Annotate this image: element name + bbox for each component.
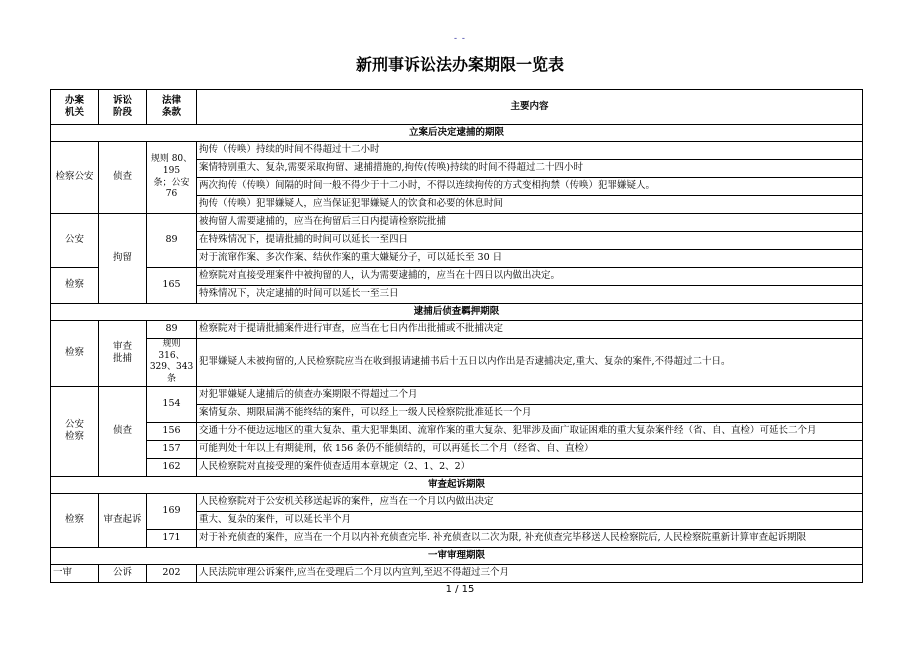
agency-cell: 公安 — [51, 214, 99, 268]
content-cell: 人民检察院对直接受理的案件侦查适用本章规定（2、1、2、2） — [197, 458, 863, 476]
content-cell: 拘传（传唤）持续的时间不得超过十二小时 — [197, 142, 863, 160]
header-mark: - - — [454, 34, 466, 44]
table-row — [51, 214, 863, 232]
table-row — [51, 386, 863, 404]
content-cell: 被拘留人需要逮捕的，应当在拘留后三日内提请检察院批捕 — [197, 214, 863, 232]
table-row — [51, 268, 863, 286]
agency-cell: 公安 检察 — [51, 386, 99, 476]
table-header-row — [51, 90, 863, 125]
law-cell: 89 — [147, 214, 197, 268]
table-row — [51, 321, 863, 339]
table-row — [51, 458, 863, 476]
stage-cell: 公诉 — [99, 564, 147, 582]
document-title: 新刑事诉讼法办案期限一览表 — [355, 55, 564, 74]
content-cell: 犯罪嫌疑人未被拘留的,人民检察院应当在收到报请逮捕书后十五日以内作出是否逮捕决定,重大、复杂的案件,不得超过二十日。 — [197, 339, 863, 387]
law-cell: 165 — [147, 268, 197, 304]
content-cell: 可能判处十年以上有期徒刑，依 156 条仍不能侦结的，可以再延长二个月（经省、自、直检） — [197, 440, 863, 458]
stage-cell: 拘留 — [99, 214, 147, 304]
content-cell: 案情复杂、期限届满不能终结的案件，可以经上一级人民检察院批准延长一个月 — [197, 404, 863, 422]
table-row — [51, 339, 863, 387]
law-cell: 169 — [147, 493, 197, 529]
section-row — [51, 476, 863, 493]
content-cell: 特殊情况下，决定逮捕的时间可以延长一至三日 — [197, 286, 863, 304]
table-row — [51, 440, 863, 458]
section-row — [51, 547, 863, 564]
law-cell: 157 — [147, 440, 197, 458]
content-cell: 人民检察院对于公安机关移送起诉的案件，应当在一个月以内做出决定 — [197, 493, 863, 511]
section-title: 逮捕后侦查羁押期限 — [51, 304, 863, 321]
table-row — [51, 422, 863, 440]
section-title: 审查起诉期限 — [51, 476, 863, 493]
law-cell: 154 — [147, 386, 197, 422]
table-row — [51, 564, 863, 582]
law-cell: 规则 80、195 条；公安 76 — [147, 142, 197, 214]
section-title: 一审审理期限 — [51, 547, 863, 564]
col-header-content: 主要内容 — [197, 90, 863, 125]
content-cell: 对于补充侦查的案件，应当在一个月以内补充侦查完毕. 补充侦查以二次为限, 补充侦查完毕移送人民检察院后, 人民检察院重新计算审查起诉期限 — [197, 529, 863, 547]
table-row — [51, 529, 863, 547]
law-cell: 162 — [147, 458, 197, 476]
law-cell: 202 — [147, 564, 197, 582]
section-title: 立案后决定逮捕的期限 — [51, 125, 863, 142]
content-cell: 人民法院审理公诉案件,应当在受理后二个月以内宣判,至迟不得超过三个月 — [197, 564, 863, 582]
content-cell: 两次拘传（传唤）间隔的时间一般不得少于十二小时，不得以连续拘传的方式变相拘禁（传唤）犯罪嫌疑人。 — [197, 178, 863, 196]
agency-cell: 检察 — [51, 268, 99, 304]
section-row — [51, 125, 863, 142]
law-cell: 156 — [147, 422, 197, 440]
stage-cell: 审查 批捕 — [99, 321, 147, 387]
table-row — [51, 493, 863, 511]
law-cell: 规则 316、 329、343 条 — [147, 339, 197, 387]
agency-cell: 检察 — [51, 321, 99, 387]
stage-cell: 审查起诉 — [99, 493, 147, 547]
content-cell: 在特殊情况下，提请批捕的时间可以延长一至四日 — [197, 232, 863, 250]
content-cell: 对于流窜作案、多次作案、结伙作案的重大嫌疑分子，可以延长至 30 日 — [197, 250, 863, 268]
page-number: 1 / 15 — [445, 584, 475, 595]
agency-cell: 一审 — [51, 564, 99, 582]
content-cell: 案情特别重大、复杂,需要采取拘留、逮捕措施的,拘传(传唤)持续的时间不得超过二十四小时 — [197, 160, 863, 178]
section-row — [51, 304, 863, 321]
content-cell: 检察院对于提请批捕案件进行审查，应当在七日内作出批捕或不批捕决定 — [197, 321, 863, 339]
col-header-agency: 办案 机关 — [51, 90, 99, 125]
law-cell: 171 — [147, 529, 197, 547]
agency-cell: 检察 — [51, 493, 99, 547]
content-cell: 拘传（传唤）犯罪嫌疑人，应当保证犯罪嫌疑人的饮食和必要的休息时间 — [197, 196, 863, 214]
content-cell: 重大、复杂的案件，可以延长半个月 — [197, 511, 863, 529]
col-header-law: 法律 条款 — [147, 90, 197, 125]
agency-cell: 检察公安 — [51, 142, 99, 214]
deadline-table — [50, 89, 863, 583]
table-row — [51, 142, 863, 160]
stage-cell: 侦查 — [99, 386, 147, 476]
col-header-stage: 诉讼 阶段 — [99, 90, 147, 125]
content-cell: 检察院对直接受理案件中被拘留的人，认为需要逮捕的，应当在十四日以内做出决定。 — [197, 268, 863, 286]
content-cell: 对犯罪嫌疑人逮捕后的侦查办案期限不得超过二个月 — [197, 386, 863, 404]
law-cell: 89 — [147, 321, 197, 339]
stage-cell: 侦查 — [99, 142, 147, 214]
content-cell: 交通十分不便边远地区的重大复杂、重大犯罪集团、流窜作案的重大复杂、犯罪涉及面广取证困难的重大复杂案件经（省、自、直检）可延长二个月 — [197, 422, 863, 440]
